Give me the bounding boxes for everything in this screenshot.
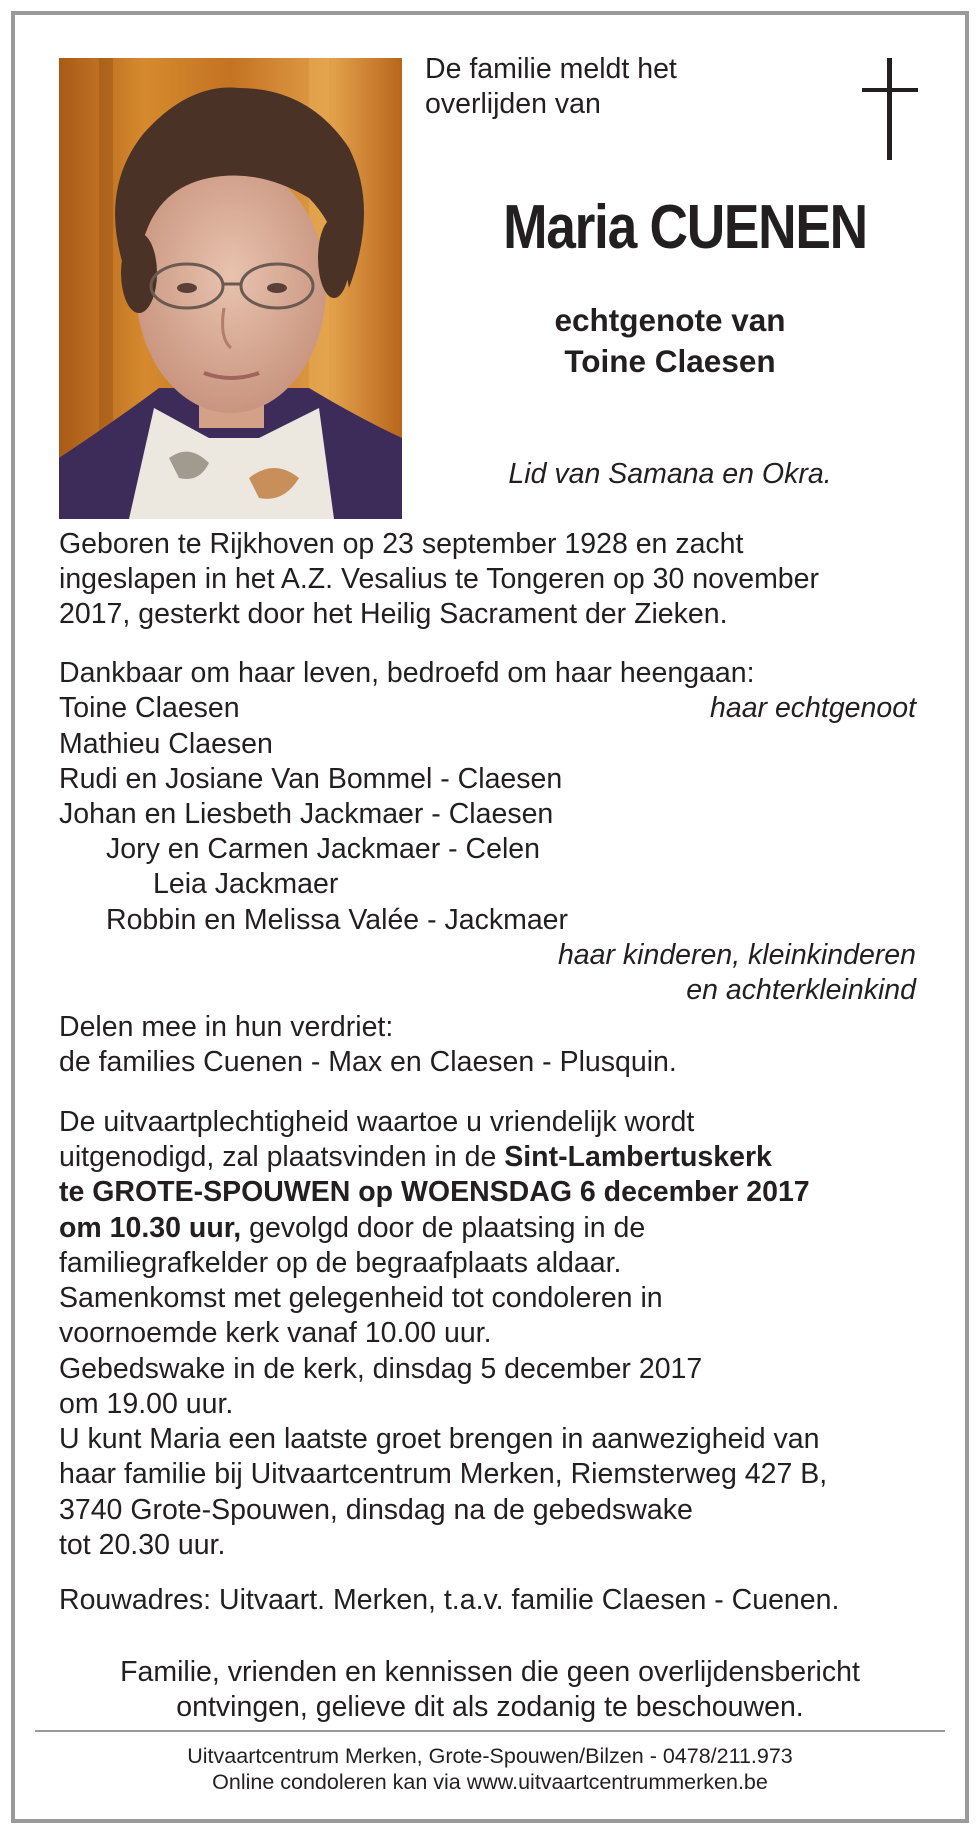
footer-contact: Uitvaartcentrum Merken, Grote-Spouwen/Bilzen - 0478/211.973 [187,1744,793,1768]
ceremony-line: Gebedswake in de kerk, dinsdag 5 december 2017 [59,1353,703,1385]
family-member: Leia Jackmaer [153,868,339,900]
ceremony-line: 3740 Grote-Spouwen, dinsdag na de gebedswake [59,1494,693,1526]
ceremony-line: haar familie bij Uitvaartcentrum Merken, Riemsterweg 427 B, [59,1458,828,1490]
ceremony-time: om 10.30 uur, [59,1212,242,1244]
ceremony-line: U kunt Maria een laatste groet brengen in aanwezigheid van [59,1423,820,1455]
husband-role: haar echtgenoot [710,692,916,724]
intro-text [425,52,677,122]
family-member: Mathieu Claesen [59,728,273,760]
ceremony-line [59,1211,645,1246]
ceremony-line: tot 20.30 uur. [59,1529,226,1561]
family-heading: Dankbaar om haar leven, bedroefd om haar heengaan: [59,657,755,689]
footer [35,1743,945,1795]
birth-line: ingeslapen in het A.Z. Vesalius te Tongeren op 30 november [59,563,819,595]
footer-divider [35,1730,945,1732]
ceremony-date: te GROTE-SPOUWEN op WOENSDAG 6 december 2017 [59,1176,810,1208]
birth-line: Geboren te Rijkhoven op 23 september 1928 en zacht [59,528,744,560]
family-member: Johan en Liesbeth Jackmaer - Claesen [59,798,554,830]
intro-line: overlijden van [425,88,601,120]
ceremony-line: familiegrafkelder op de begraafplaats aldaar. [59,1247,622,1279]
notice-line: Familie, vrienden en kennissen die geen overlijdensbericht [120,1656,860,1688]
membership-text: Lid van Samana en Okra. [508,458,832,490]
spouse-name: Toine Claesen [564,343,776,379]
church-name: Sint-Lambertuskerk [504,1141,772,1173]
ceremony-line: Samenkomst met gelegenheid tot condoleren in [59,1282,663,1314]
ceremony-line: om 19.00 uur. [59,1388,234,1420]
spouse-block [420,300,920,382]
family-member: Robbin en Melissa Valée - Jackmaer [106,904,569,936]
children-role: en achterkleinkind [686,974,916,1006]
notice [35,1655,945,1725]
ceremony-text: gevolgd door de plaatsing in de [241,1212,646,1244]
share-line: Delen mee in hun verdriet: [59,1011,394,1043]
birth-line: 2017, gesterkt door het Heilig Sacrament der Zieken. [59,598,728,630]
share-line: de families Cuenen - Max en Claesen - Plusquin. [59,1046,677,1078]
footer-website: Online condoleren kan via www.uitvaartcentrummerken.be [212,1770,768,1794]
cross-icon [860,58,922,160]
mourning-address: Rouwadres: Uitvaart. Merken, t.a.v. familie Claesen - Cuenen. [59,1584,840,1616]
notice-line: ontvingen, gelieve dit als zodanig te beschouwen. [176,1691,804,1723]
family-member: Rudi en Josiane Van Bommel - Claesen [59,763,563,795]
portrait-photo [59,58,402,519]
ceremony-line: De uitvaartplechtigheid waartoe u vriendelijk wordt [59,1106,695,1138]
deceased-name: Maria CUENEN [503,193,867,262]
ceremony-text: uitgenodigd, zal plaatsvinden in de [59,1141,505,1173]
family-member: Jory en Carmen Jackmaer - Celen [106,833,540,865]
ceremony-line [59,1140,772,1175]
ceremony-line: voornoemde kerk vanaf 10.00 uur. [59,1317,492,1349]
children-role: haar kinderen, kleinkinderen [557,939,916,971]
husband-name: Toine Claesen [59,692,240,724]
spouse-relation: echtgenote van [554,302,786,338]
intro-line: De familie meldt het [425,53,677,85]
